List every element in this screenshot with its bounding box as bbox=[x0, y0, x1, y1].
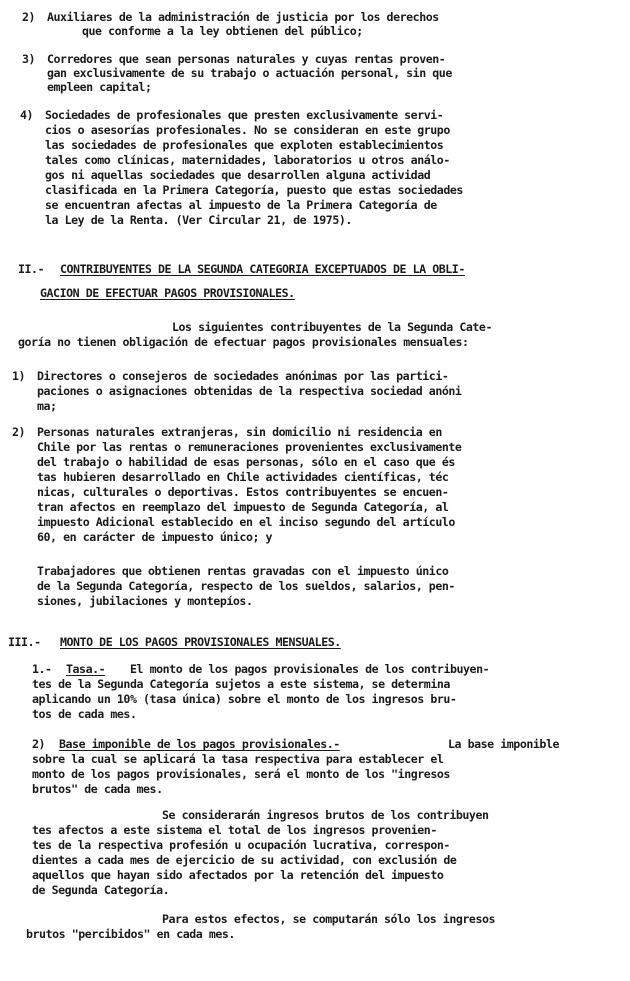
paragraph-line: dientes a cada mes de ejercicio de su actividad, con exclusión de bbox=[32, 853, 457, 867]
paragraph-line: aplicando un 10% (tasa única) sobre el monto de los ingresos bru- bbox=[32, 692, 457, 706]
item-text-line: tas hubieren desarrollado en Chile actividades científicas, téc bbox=[37, 470, 449, 484]
subsection-label: Base imponible de los pagos provisionales.- bbox=[59, 737, 340, 751]
paragraph-line: brutos" de cada mes. bbox=[32, 782, 163, 796]
paragraph-line: La base imponible bbox=[448, 737, 560, 751]
item-text-line: Personas naturales extranjeras, sin domicilio ni residencia en bbox=[37, 425, 442, 439]
paragraph-line: Se considerarán ingresos brutos de los contribuyen bbox=[162, 808, 489, 822]
item-text-line: ma; bbox=[37, 399, 57, 413]
item-text-line: Corredores que sean personas naturales y cuyas rentas proven- bbox=[47, 52, 446, 66]
subsection-number: 1.- bbox=[32, 662, 52, 676]
paragraph-line: sobre la cual se aplicará la tasa respectiva para establecer el bbox=[32, 752, 444, 766]
paragraph-line: tes afectos a este sistema el total de los ingresos provenien- bbox=[32, 823, 437, 837]
subsection-label: Tasa.- bbox=[66, 662, 106, 676]
item-text-line: cios o asesorías profesionales. No se consideran en este grupo bbox=[45, 123, 450, 137]
item-text-line: 60, en carácter de impuesto único; y bbox=[37, 530, 273, 544]
section-number: III.- bbox=[8, 635, 41, 649]
section-title: MONTO DE LOS PAGOS PROVISIONALES MENSUALES. bbox=[60, 635, 341, 649]
paragraph-line: brutos "percibidos" en cada mes. bbox=[26, 927, 235, 941]
paragraph-line: aquellos que hayan sido afectados por la retención del impuesto bbox=[32, 868, 444, 882]
paragraph-line: de Segunda Categoría. bbox=[32, 883, 170, 897]
item-text-line: se encuentran afectas al impuesto de la Primera Categoría de bbox=[45, 198, 437, 212]
item-text-line: de la Segunda Categoría, respecto de los sueldos, salarios, pen- bbox=[37, 579, 455, 593]
paragraph-line: Para estos efectos, se computarán sólo los ingresos bbox=[162, 912, 496, 926]
item-text-line: Directores o consejeros de sociedades anónimas por las partici- bbox=[37, 369, 449, 383]
item-text-line: Sociedades de profesionales que presten exclusivamente servi- bbox=[45, 108, 444, 122]
item-text-line: del trabajo o habilidad de esas personas, sólo en el caso que és bbox=[37, 455, 455, 469]
paragraph-line: Los siguientes contribuyentes de la Segunda Cate- bbox=[172, 320, 492, 334]
paragraph-line: tes de la Segunda Categoría sujetos a este sistema, se determina bbox=[32, 677, 450, 691]
item-text-line: impuesto Adicional establecido en el inciso segundo del artículo bbox=[37, 515, 455, 529]
item-text-line: las sociedades de profesionales que exploten establecimientos bbox=[45, 138, 444, 152]
item-text-line: tales como clínicas, maternidades, laboratorios u otros análo- bbox=[45, 153, 450, 167]
item-text-line: empleen capital; bbox=[47, 80, 152, 94]
item-text-line: Auxiliares de la administración de justicia por los derechos bbox=[47, 10, 439, 24]
item-number: 1) bbox=[12, 369, 26, 383]
item-text-line: gan exclusivamente de su trabajo o actuación personal, sin que bbox=[47, 66, 452, 80]
item-text-line: Chile por las rentas o remuneraciones provenientes exclusivamente bbox=[37, 440, 462, 454]
item-text-line: la Ley de la Renta. (Ver Circular 21, de 1975). bbox=[45, 213, 352, 227]
item-text-line: siones, jubilaciones y montepíos. bbox=[37, 594, 253, 608]
item-number: 2) bbox=[12, 425, 26, 439]
item-number: 2) bbox=[22, 10, 36, 24]
item-text-line: tran afectos en reemplazo del impuesto de Segunda Categoría, al bbox=[37, 500, 449, 514]
paragraph-line: El monto de los pagos provisionales de los contribuyen- bbox=[130, 662, 490, 676]
paragraph-line: monto de los pagos provisionales, será el monto de los "ingresos bbox=[32, 767, 450, 781]
item-number: 3) bbox=[22, 52, 36, 66]
item-text-line: gos ni aquellas sociedades que desarrollen alguna actividad bbox=[45, 168, 431, 182]
section-title-line: GACION DE EFECTUAR PAGOS PROVISIONALES. bbox=[40, 286, 295, 300]
section-title-line: CONTRIBUYENTES DE LA SEGUNDA CATEGORIA EXCEPTUADOS DE LA OBLI- bbox=[60, 262, 465, 276]
item-text-line: Trabajadores que obtienen rentas gravadas con el impuesto único bbox=[37, 564, 449, 578]
paragraph-line: tos de cada mes. bbox=[32, 707, 137, 721]
item-number: 4) bbox=[20, 108, 34, 122]
item-text-line: paciones o asignaciones obtenidas de la respectiva sociedad anóni bbox=[37, 384, 462, 398]
paragraph-line: goría no tienen obligación de efectuar pagos provisionales mensuales: bbox=[18, 335, 469, 349]
item-text-line: nicas, culturales o deportivas. Estos contribuyentes se encuen- bbox=[37, 485, 449, 499]
item-text-line: que conforme a la ley obtienen del público; bbox=[82, 24, 363, 38]
section-number: II.- bbox=[18, 262, 45, 276]
paragraph-line: tes de la respectiva profesión u ocupación lucrativa, correspon- bbox=[32, 838, 450, 852]
item-text-line: clasificada en la Primera Categoría, puesto que estas sociedades bbox=[45, 183, 463, 197]
subsection-number: 2) bbox=[32, 737, 46, 751]
